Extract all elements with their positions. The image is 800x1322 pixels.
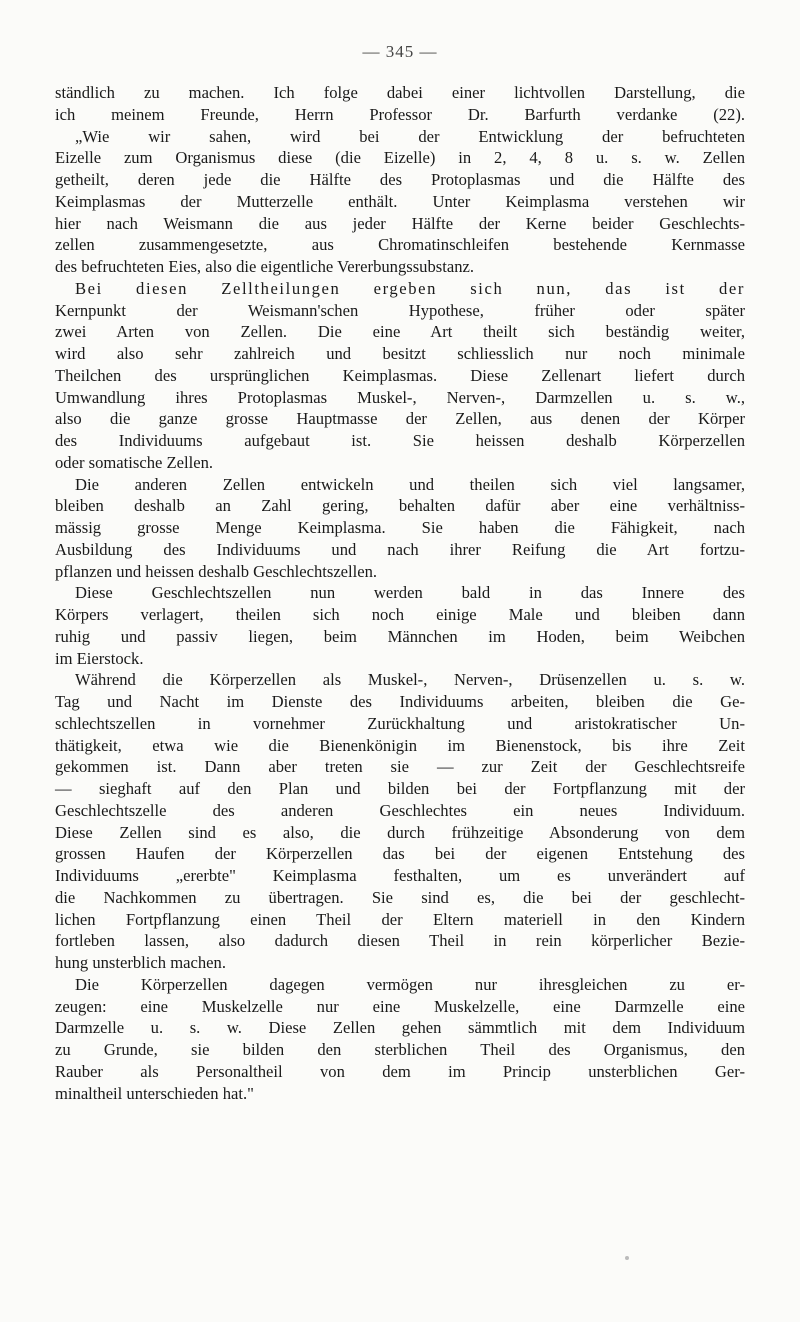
text-line: mässig grosse Menge Keimplasma. Sie haben die Fähigkeit, nach [55, 518, 745, 537]
text-line: grossen Haufen der Körperzellen das bei der eigenen Entstehung des [55, 844, 745, 864]
ink-speck [625, 1256, 629, 1260]
text-line: oder somatische Zellen. [55, 452, 214, 472]
text-line: Geschlechtszelle des anderen Geschlechtes ein neues Individuum. [55, 800, 745, 820]
text-line: Körpers verlagert, theilen sich noch einige Male und bleiben dann [55, 605, 745, 624]
text-line: getheilt, deren jede die Hälfte des Protoplasmas und die Hälfte des [55, 170, 745, 189]
text-line: Theilchen des ursprünglichen Keimplasmas. Diese Zellenart liefert durch [55, 365, 745, 385]
text-line: lichen Fortpflanzung einen Theil der Eltern materiell in den Kindern [55, 909, 745, 929]
text-line: Tag und Nacht im Dienste des Individuums arbeiten, bleiben die Ge- [55, 692, 745, 711]
text-line: zwei Arten von Zellen. Die eine Art theilt sich beständig weiter, [55, 322, 745, 342]
text-line: bleiben deshalb an Zahl gering, behalten dafür aber eine verhältniss- [55, 496, 745, 516]
text-line: pflanzen und heissen deshalb Geschlechtszellen. [55, 561, 378, 581]
text-line: hier nach Weismann die aus jeder Hälfte der Kerne beider Geschlechts- [55, 213, 745, 233]
text-line: Die anderen Zellen entwickeln und theilen sich viel langsamer, [75, 474, 745, 494]
text-line: zellen zusammengesetzte, aus Chromatinschleifen bestehende Kernmasse [55, 235, 745, 255]
text-line: die Nachkommen zu übertragen. Sie sind es, die bei der geschlecht- [55, 887, 745, 907]
text-line: ich meinem Freunde, Herrn Professor Dr. Barfurth verdanke (22). [55, 104, 745, 124]
text-line: Eizelle zum Organismus diese (die Eizelle) in 2, 4, 8 u. s. w. Zellen [55, 148, 745, 168]
text-line: Rauber als Personaltheil von dem im Princip unsterblichen Ger- [55, 1061, 745, 1081]
text-line: zu Grunde, sie bilden den sterblichen Theil des Organismus, den [55, 1040, 745, 1059]
text-line: also die ganze grosse Hauptmasse der Zellen, aus denen der Körper [55, 409, 745, 429]
text-line: Umwandlung ihres Protoplasmas Muskel-, Nerven-, Darmzellen u. s. w., [55, 387, 745, 407]
text-line: hung unsterblich machen. [55, 953, 226, 972]
text-line: fortleben lassen, also dadurch diesen Theil in rein körperlicher Bezie- [55, 931, 745, 951]
text-line: zeugen: eine Muskelzelle nur eine Muskelzelle, eine Darmzelle eine [55, 996, 745, 1016]
text-line: Bei diesen Zelltheilungen ergeben sich nun, das ist der [75, 278, 745, 298]
text-line: Während die Körperzellen als Muskel-, Nerven-, Drüsenzellen u. s. w. [75, 670, 745, 690]
body-text [55, 82, 745, 1104]
text-line: Kernpunkt der Weismann'schen Hypothese, früher oder später [55, 300, 745, 320]
text-line: Ausbildung des Individuums und nach ihrer Reifung die Art fortzu- [55, 539, 745, 559]
text-line: des Individuums aufgebaut ist. Sie heissen deshalb Körperzellen [55, 431, 745, 450]
text-line: wird also sehr zahlreich und besitzt schliesslich nur noch minimale [55, 344, 745, 363]
text-line: thätigkeit, etwa wie die Bienenkönigin im Bienenstock, bis ihre Zeit [55, 735, 745, 755]
text-line: minaltheil unterschieden hat." [55, 1083, 254, 1103]
text-line: Die Körperzellen dagegen vermögen nur ihresgleichen zu er- [75, 974, 745, 994]
page-number: — 345 — [362, 42, 438, 61]
text-line: ruhig und passiv liegen, beim Männchen im Hoden, beim Weibchen [55, 626, 745, 646]
text-line: Diese Zellen sind es also, die durch frühzeitige Absonderung von dem [55, 822, 745, 842]
text-line: Individuums „ererbte" Keimplasma festhalten, um es unverändert auf [55, 866, 745, 885]
text-line: schlechtszellen in vornehmer Zurückhaltung und aristokratischer Un- [55, 713, 745, 733]
text-line: „Wie wir sahen, wird bei der Entwicklung der befruchteten [75, 126, 745, 146]
text-line: Darmzelle u. s. w. Diese Zellen gehen sämmtlich mit dem Individuum [55, 1018, 745, 1038]
text-line: ständlich zu machen. Ich folge dabei einer lichtvollen Darstellung, die [55, 83, 745, 102]
text-line: — sieghaft auf den Plan und bilden bei der Fortpflanzung mit der [55, 779, 745, 798]
text-line: Diese Geschlechtszellen nun werden bald in das Innere des [75, 583, 745, 603]
text-line: Keimplasmas der Mutterzelle enthält. Unter Keimplasma verstehen wir [55, 191, 745, 211]
text-line: des befruchteten Eies, also die eigentliche Vererbungssubstanz. [55, 257, 475, 276]
text-line: gekommen ist. Dann aber treten sie — zur Zeit der Geschlechtsreife [55, 757, 745, 777]
text-line: im Eierstock. [55, 648, 144, 668]
